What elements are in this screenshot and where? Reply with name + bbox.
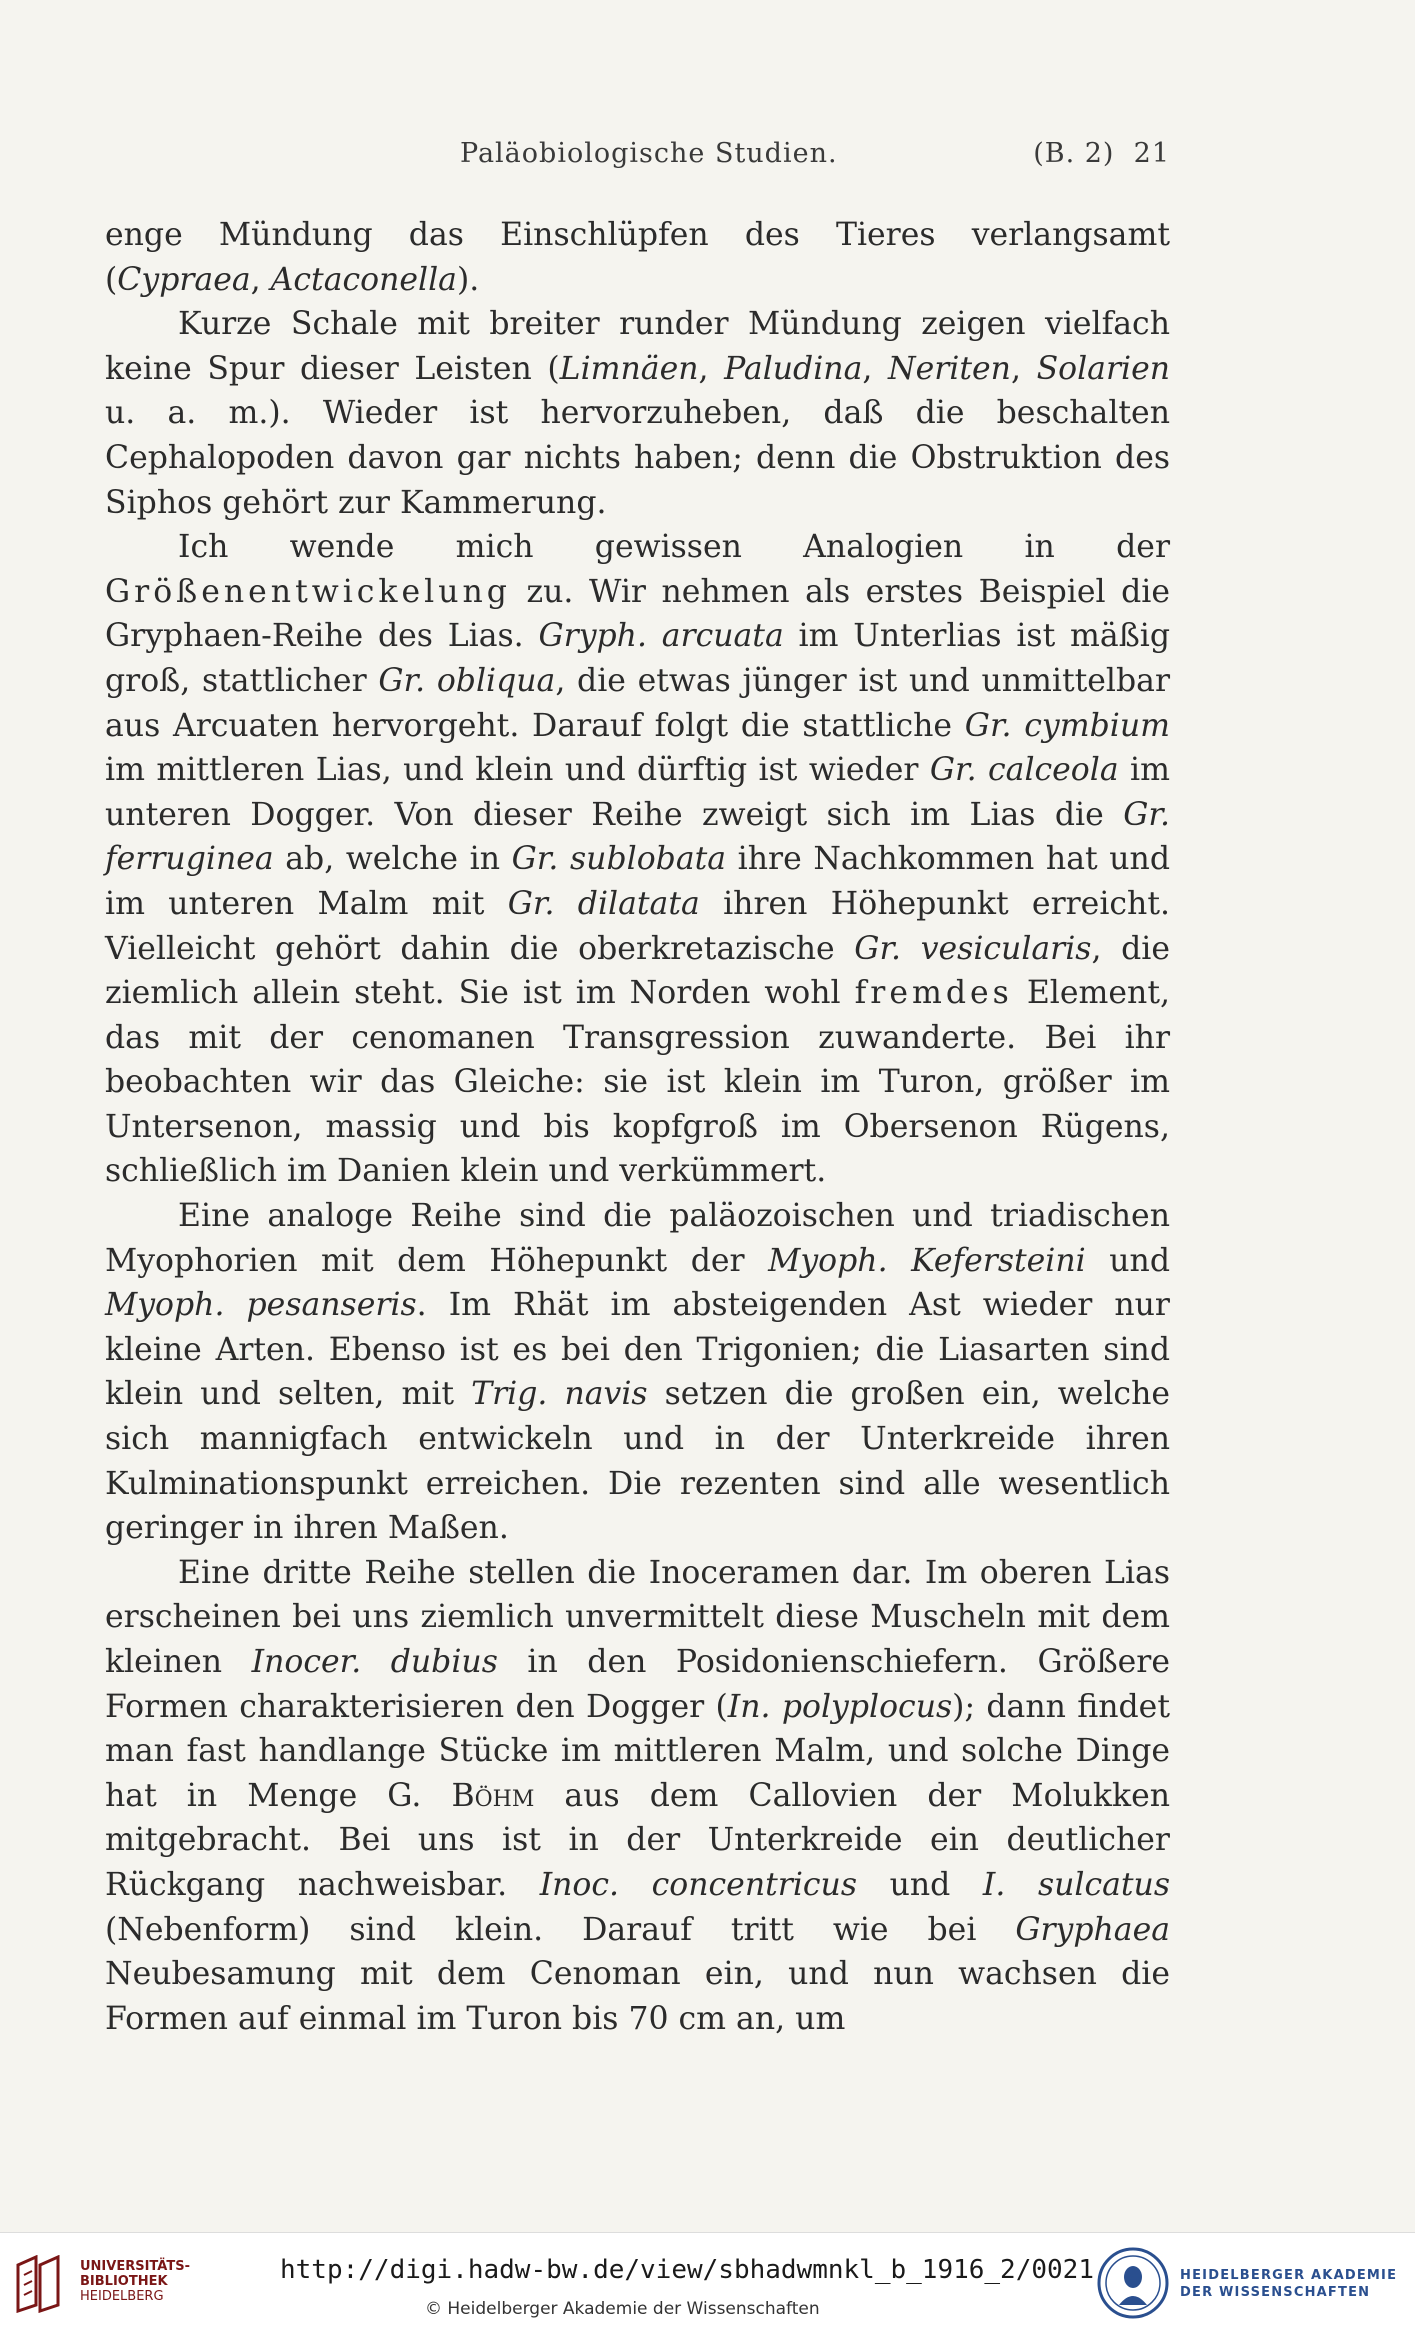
text-run: . Im Rhät im absteigenden Ast wieder nur kleine Arten. Ebenso ist es bei den Trigonien; die Liasarten sind klein und selten, mit [105, 1287, 1170, 1413]
taxon-name: Gr. calceola [929, 752, 1119, 789]
text-run: im unteren Dogger. Von dieser Reihe zweigt sich im Lias die [105, 752, 1170, 833]
text-run: , [1010, 350, 1037, 387]
text-run: u. a. m.). Wieder ist hervorzuheben, daß die beschalten Cephalopoden davon gar nichts haben; denn die Obstruktion des Siphos gehört zur Kammerung. [105, 395, 1170, 521]
text-run: (Nebenform) sind klein. Darauf tritt wie bei [105, 1911, 1016, 1948]
text-run: Kurze Schale mit breiter runder Mündung zeigen vielfach keine Spur dieser Leisten ( [105, 306, 1170, 387]
taxon-name: Trig. navis [471, 1376, 648, 1413]
running-title: Paläobiologische Studien. [460, 138, 838, 169]
running-head [105, 138, 1170, 178]
text-run: , [862, 350, 888, 387]
text-run: zu. Wir nehmen als erstes Beispiel die Gryphaen-Reihe des Lias. [105, 573, 1170, 655]
taxon-name: Inocer. dubius [251, 1644, 498, 1680]
taxon-name: Gr. sublobata [511, 841, 727, 878]
page-number: 21 [1133, 138, 1170, 169]
text-run: , die ziemlich allein steht. Sie ist im Norden wohl [105, 930, 1171, 1012]
text-run: setzen die großen ein, welche sich mannigfach entwickeln und in der Unterkreide ihren Kulminationspunkt erreichen. Die rezenten sind alle wesentlich geringer in ihren Maßen. [105, 1376, 1170, 1547]
author-name: Böhm [451, 1777, 535, 1814]
paragraph [105, 525, 1170, 1194]
taxon-name: Limnäen [559, 350, 699, 387]
taxon-name: Neriten [888, 350, 1011, 387]
text-run: und [857, 1866, 983, 1903]
text-run: ihre Nachkommen hat und im unteren Malm mit [105, 841, 1170, 922]
academy-line-2: DER WISSENSCHAFTEN [1180, 2285, 1371, 2300]
library-line-1: UNIVERSITÄTS- [80, 2259, 190, 2274]
copyright-notice: © Heidelberger Akademie der Wissenschaften [425, 2299, 820, 2319]
text-run: im Unterlias ist mäßig groß, stattlicher [105, 618, 1170, 699]
text-run: aus dem Callovien der Molukken mitgebracht. Bei uns ist in der Unterkreide ein deutlicher Rückgang nachweisbar. [105, 1777, 1170, 1903]
emphasized-text: Größenentwickelung [105, 573, 511, 610]
taxon-name: Myoph. pesanseris [105, 1287, 417, 1324]
taxon-name: Gr. ferruginea [105, 796, 1170, 878]
text-run: im mittleren Lias, und klein und dürftig ist wieder [105, 752, 930, 789]
text-run: Element, das mit der cenomanen Transgression zuwanderte. Bei ihr beobachten wir das Gleiche: sie ist klein im Turon, größer im Untersenon, massig und bis kopfgroß im Obersenon Rügens, schließlich im Danien klein und verkümmert. [105, 975, 1170, 1190]
paragraph [105, 1551, 1170, 2042]
section-number: (B. 2) [1033, 138, 1115, 169]
text-run: , [698, 350, 725, 387]
taxon-name: I. sulcatus [982, 1866, 1171, 1903]
taxon-name: Gryphaea [1015, 1911, 1170, 1948]
text-run: Eine dritte Reihe stellen die Inoceramen dar. Im oberen Lias erscheinen bei uns ziemlich unvermittelt diese Muscheln mit dem kleinen [105, 1554, 1170, 1680]
text-run: Ich wende mich gewissen Analogien in der [178, 529, 1170, 566]
text-run: und [1085, 1242, 1170, 1279]
academy-seal-icon [1095, 2243, 1171, 2323]
taxon-name: Paludina [724, 350, 863, 387]
paragraph [105, 1194, 1170, 1551]
text-run: ihren Höhepunkt erreicht. Vielleicht gehört dahin die oberkretazische [105, 885, 1171, 967]
library-line-2: BIBLIOTHEK [80, 2274, 168, 2289]
taxon-name: Solarien [1036, 350, 1171, 387]
paragraph [105, 213, 1170, 302]
university-library-logo-icon [14, 2255, 68, 2313]
taxon-name: Inoc. concentricus [539, 1866, 857, 1903]
taxon-name: Cypraea [117, 261, 251, 298]
taxon-name: Actaconella [270, 261, 457, 298]
taxon-name: Myoph. Kefersteini [768, 1242, 1086, 1279]
taxon-name: Gr. vesicularis [854, 930, 1092, 967]
academy-line-1: HEIDELBERGER AKADEMIE [1180, 2268, 1398, 2283]
text-run: Neubesamung mit dem Cenoman ein, und nun wachsen die Formen auf einmal im Turon bis 70 cm an, um [105, 1956, 1170, 2037]
taxon-name: Gr. cymbium [964, 707, 1170, 744]
taxon-name: Gr. obliqua [378, 662, 556, 699]
text-run: ab, welche in [273, 841, 512, 878]
academy-name [1180, 2267, 1397, 2301]
permalink-url[interactable]: http://digi.hadw-bw.de/view/sbhadwmnkl_b_1916_2/0021 [280, 2255, 1094, 2285]
taxon-name: Gr. dilatata [507, 885, 700, 922]
page-number-group [1033, 138, 1170, 169]
text-run: in den Posidonienschiefern. Größere Formen charakterisieren den Dogger ( [105, 1644, 1171, 1725]
library-line-3: HEIDELBERG [80, 2289, 164, 2304]
taxon-name: Gryph. arcuata [538, 618, 784, 655]
text-run: , die etwas jünger ist und unmittelbar aus Arcuaten hervorgeht. Darauf folgt die stattliche [105, 662, 1171, 744]
text-run: , [250, 261, 271, 298]
taxon-name: In. polyplocus [727, 1688, 953, 1725]
paragraph [105, 302, 1170, 525]
emphasized-text: fremdes [854, 975, 1013, 1012]
footer-bar [0, 2232, 1415, 2333]
text-run: ); dann findet man fast handlange Stücke im mittleren Malm, und solche Dinge hat in Menge G. [105, 1688, 1170, 1814]
text-run: ). [456, 261, 480, 298]
university-library-name [80, 2259, 190, 2304]
text-run: enge Mündung das Einschlüpfen des Tieres verlangsamt ( [105, 217, 1170, 298]
text-run: Eine analoge Reihe sind die paläozoischen und triadischen Myophorien mit dem Höhepunkt der [105, 1198, 1170, 1279]
body-text [105, 213, 1170, 2041]
